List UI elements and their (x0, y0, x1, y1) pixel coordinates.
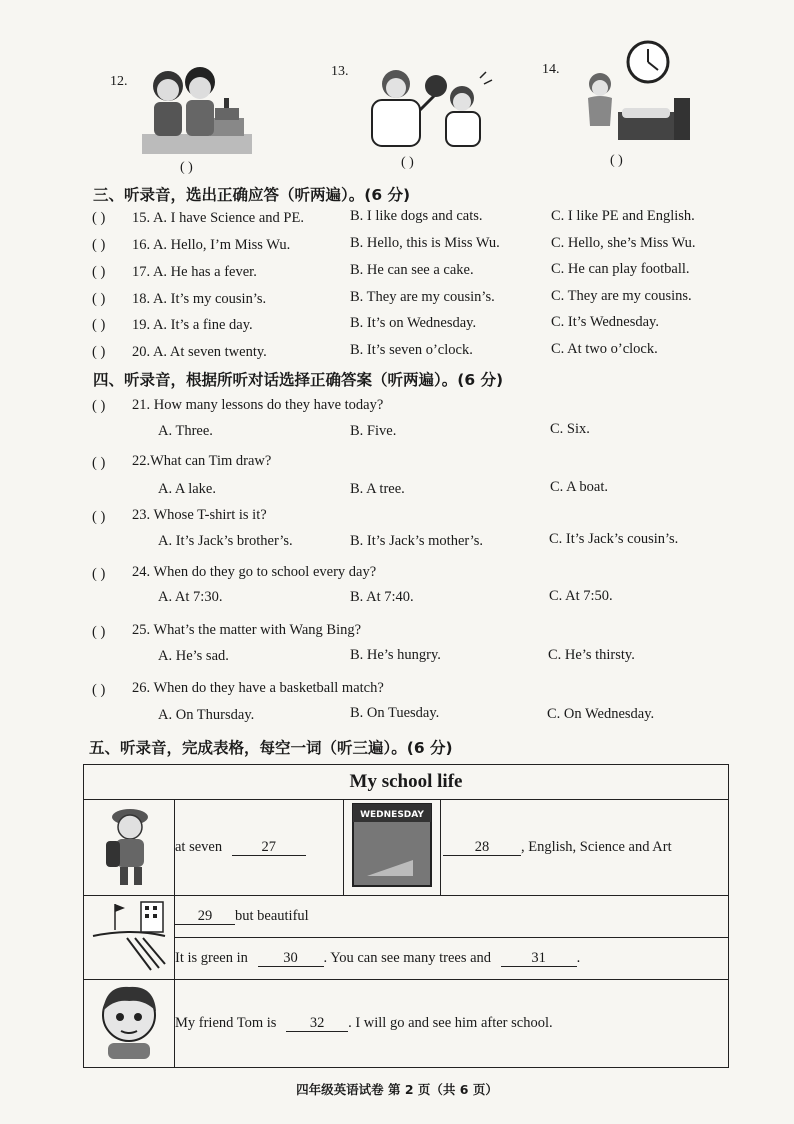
table-image-cell-friend (84, 980, 175, 1068)
blank-32: 32 (286, 1015, 348, 1032)
option-b: B. Five. (350, 423, 397, 439)
friend-suffix: . I will go and see him after school. (348, 1015, 553, 1031)
option-b: B. He’s hungry. (350, 647, 441, 663)
option-a: A. On Thursday. (158, 707, 255, 723)
question-stem: 20. A. At seven twenty. (132, 344, 267, 360)
option-b: B. A tree. (350, 481, 405, 497)
answer-paren: ( ) (92, 509, 106, 525)
option-c: C. Six. (550, 421, 590, 437)
page-footer: 四年级英语试卷 第 2 页（共 6 页） (296, 1082, 498, 1097)
green-suffix: . (576, 950, 581, 966)
table-cell-time (175, 800, 344, 896)
picture-answer-paren-14: ( ) (610, 153, 623, 168)
question-stem: 18. A. It’s my cousin’s. (132, 291, 267, 307)
school-life-table (83, 764, 729, 1068)
option-a: A. At 7:30. (158, 589, 223, 605)
table-image-cell-calendar (344, 800, 441, 896)
green-prefix: It is green in (175, 950, 248, 966)
option-c: C. He’s thirsty. (548, 647, 635, 663)
picture-answer-paren-13: ( ) (401, 155, 414, 170)
answer-paren: ( ) (92, 455, 106, 471)
school-building-icon (91, 898, 167, 972)
option-b: B. It’s Jack’s mother’s. (350, 533, 484, 549)
table-cell-friend (175, 980, 729, 1068)
option-b: B. Hello, this is Miss Wu. (350, 235, 500, 251)
option-b: B. I like dogs and cats. (350, 208, 483, 224)
answer-paren: ( ) (92, 566, 106, 582)
school-desc-suffix: but beautiful (235, 908, 309, 924)
option-c: C. He can play football. (551, 261, 690, 277)
option-b: B. It’s on Wednesday. (350, 315, 477, 331)
picture-answer-paren-12: ( ) (180, 160, 193, 175)
question-stem: 17. A. He has a fever. (132, 264, 257, 280)
question-stem: 24. When do they go to school every day? (132, 564, 377, 580)
answer-paren: ( ) (92, 317, 106, 333)
option-c: C. On Wednesday. (547, 706, 655, 722)
question-stem: 21. How many lessons do they have today? (132, 397, 384, 413)
table-cell-green (175, 938, 729, 980)
option-b: B. They are my cousin’s. (350, 289, 495, 305)
answer-paren: ( ) (92, 682, 106, 698)
picture-man-basketball (358, 64, 498, 152)
blank-28: 28 (443, 839, 521, 856)
answer-paren: ( ) (92, 237, 106, 253)
picture-number-12: 12. (110, 74, 128, 89)
option-c: C. It’s Jack’s cousin’s. (549, 531, 679, 547)
option-c: C. A boat. (550, 479, 609, 495)
option-c: C. It’s Wednesday. (551, 314, 659, 330)
blank-31: 31 (501, 950, 577, 967)
answer-paren: ( ) (92, 398, 106, 414)
question-stem: 23. Whose T-shirt is it? (132, 507, 267, 523)
option-a: A. It’s Jack’s brother’s. (158, 533, 293, 549)
section5-title: 五、听录音，完成表格，每空一词（听三遍）。(6 分) (89, 739, 453, 757)
table-image-cell-boy (84, 800, 175, 896)
subjects-suffix: , English, Science and Art (521, 839, 672, 855)
picture-birthday-kids (140, 64, 255, 156)
answer-paren: ( ) (92, 624, 106, 640)
option-b: B. At 7:40. (350, 589, 414, 605)
table-cell-school-desc (175, 896, 729, 938)
section4-title: 四、听录音，根据所听对话选择正确答案（听两遍）。(6 分) (93, 371, 504, 389)
calendar-icon (351, 802, 433, 888)
option-c: C. At two o’clock. (551, 341, 658, 357)
question-stem: 25. What’s the matter with Wang Bing? (132, 622, 362, 638)
option-a: A. Three. (158, 423, 213, 439)
question-stem: 19. A. It’s a fine day. (132, 317, 253, 333)
answer-paren: ( ) (92, 344, 106, 360)
table-cell-subjects (441, 800, 729, 896)
option-c: C. They are my cousins. (551, 288, 692, 304)
answer-paren: ( ) (92, 291, 106, 307)
picture-number-13: 13. (331, 64, 349, 79)
option-c: C. I like PE and English. (551, 208, 695, 224)
question-stem: 26. When do they have a basketball match? (132, 680, 384, 696)
boy-with-backpack-icon (94, 801, 164, 889)
green-middle: . You can see many trees and (323, 950, 492, 966)
answer-paren: ( ) (92, 264, 106, 280)
option-b: B. It’s seven o’clock. (350, 342, 473, 358)
blank-29: 29 (175, 908, 235, 925)
blank-30: 30 (258, 950, 324, 967)
picture-number-14: 14. (542, 62, 560, 77)
time-prefix: at seven (175, 839, 223, 855)
answer-paren: ( ) (92, 210, 106, 226)
calendar-day-label: WEDNESDAY (360, 810, 424, 820)
blank-27: 27 (232, 839, 306, 856)
option-b: B. He can see a cake. (350, 262, 474, 278)
option-b: B. On Tuesday. (350, 705, 440, 721)
option-a: A. He’s sad. (158, 648, 229, 664)
option-a: A. A lake. (158, 481, 216, 497)
boy-face-icon (94, 981, 164, 1061)
table-title: My school life (84, 765, 729, 800)
option-c: C. Hello, she’s Miss Wu. (551, 235, 696, 251)
question-stem: 22.What can Tim draw? (132, 453, 272, 469)
option-c: C. At 7:50. (549, 588, 613, 604)
friend-prefix: My friend Tom is (175, 1015, 277, 1031)
question-stem: 15. A. I have Science and PE. (132, 210, 304, 226)
table-image-cell-school (84, 896, 175, 980)
section3-title: 三、听录音，选出正确应答（听两遍）。(6 分) (93, 186, 411, 204)
picture-girl-clock-bed (578, 40, 698, 150)
question-stem: 16. A. Hello, I’m Miss Wu. (132, 237, 291, 253)
